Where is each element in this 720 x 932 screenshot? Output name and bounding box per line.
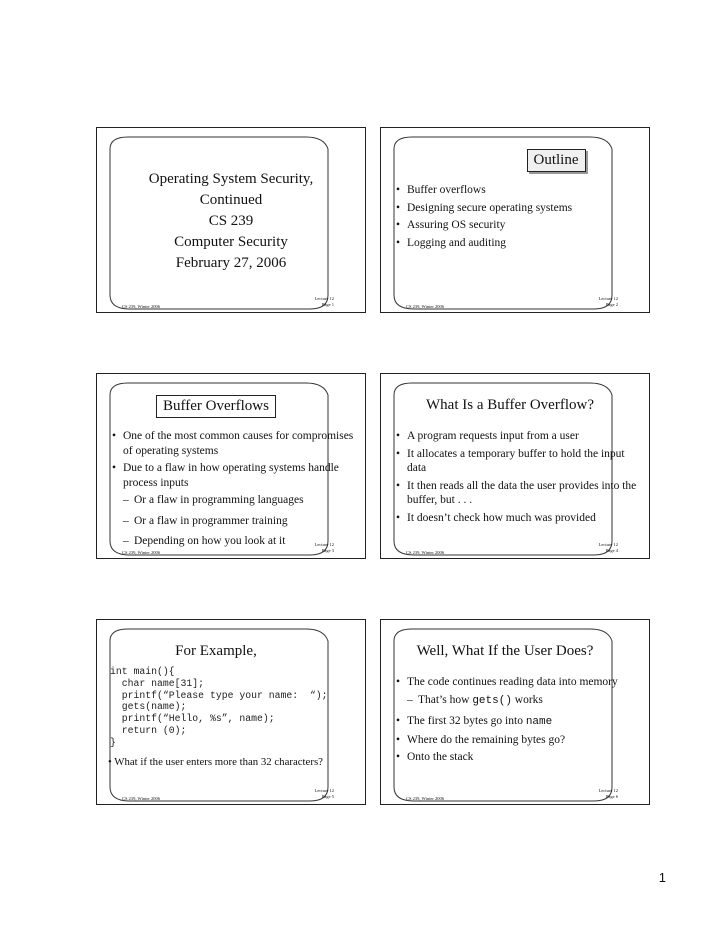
title-line: Continued	[199, 192, 263, 208]
page-label: Page 3	[321, 547, 334, 553]
lecture-label: Lecture 12	[314, 296, 334, 301]
title-line: CS 239	[208, 213, 254, 229]
slide-5	[96, 619, 366, 805]
bullet-item	[394, 714, 642, 730]
bullet-item: • It then reads all the data the user provides into the buffer, but . . .	[394, 479, 642, 508]
slide-title: What Is a Buffer Overflow?	[426, 397, 594, 413]
lecture-label: Lecture 12	[598, 788, 618, 793]
bullet-item: • Designing secure operating systems	[394, 201, 642, 216]
slide-footer-left: CS 239, Winter 2006	[122, 304, 160, 309]
slide-footer-right	[599, 542, 618, 553]
code-block: int main(){ char name[31]; printf(“Please type your name: “); gets(name); printf(“Hello, %s”, name); return (0); }	[110, 666, 328, 748]
outline-title: Outline	[527, 149, 586, 172]
slide-footer-right	[599, 296, 618, 307]
code-segment: gets()	[472, 694, 512, 707]
bullet-item: • It doesn’t check how much was provided	[394, 511, 642, 526]
page-label: Page 1	[321, 301, 334, 307]
sub-bullet-item: – Depending on how you look at it	[110, 534, 358, 549]
sub-bullet-item: – Or a flaw in programmer training	[110, 514, 358, 529]
boxed-title: Buffer Overflows	[156, 395, 276, 418]
text-segment: The first 32 bytes go into	[407, 715, 526, 727]
title-line: Operating System Security,	[148, 171, 314, 187]
bullet-item: • Onto the stack	[394, 750, 642, 765]
slide-2	[380, 127, 650, 313]
sub-bullet-item: – Or a flaw in programming languages	[110, 493, 358, 508]
slide-title	[476, 149, 636, 172]
lecture-label: Lecture 12	[314, 542, 334, 547]
page-label: Page 2	[605, 301, 618, 307]
slide-title	[96, 395, 336, 418]
slide-footer-left: CS 239, Winter 2006	[122, 550, 160, 555]
bullet-item: • Assuring OS security	[394, 218, 642, 233]
bullet-item: • Buffer overflows	[394, 183, 642, 198]
slide-footer-right	[315, 542, 334, 553]
text-segment: works	[511, 693, 543, 706]
slide-title: Well, What If the User Does?	[416, 643, 594, 659]
slide-6	[380, 619, 650, 805]
question-text: What if the user enters more than 32 characters?	[114, 756, 323, 768]
page-label: Page 4	[605, 547, 618, 553]
bullet-item: • Logging and auditing	[394, 236, 642, 251]
slide-title	[96, 169, 366, 274]
page-label: Page 5	[321, 793, 334, 799]
bullet-item: • It allocates a temporary buffer to hold the input data	[394, 447, 642, 476]
bullet-item: • A program requests input from a user	[394, 429, 642, 444]
question-note: • What if the user enters more than 32 characters?	[108, 756, 323, 768]
slide-footer-left: CS 239, Winter 2006	[406, 304, 444, 309]
slide-3	[96, 373, 366, 559]
slide-4	[380, 373, 650, 559]
slide-title: For Example,	[175, 643, 257, 659]
code-segment: name	[525, 716, 553, 728]
slide-footer-left: CS 239, Winter 2006	[406, 550, 444, 555]
text-segment: That’s how	[418, 693, 473, 706]
page-label: Page 6	[605, 793, 618, 799]
bullet-item: • Where do the remaining bytes go?	[394, 733, 642, 748]
slide-footer-right	[315, 296, 334, 307]
bullet-list	[394, 675, 642, 768]
page-number: 1	[658, 870, 666, 885]
bullet-list	[394, 183, 642, 253]
slide-footer-left: CS 239, Winter 2006	[122, 796, 160, 801]
bullet-item: • One of the most common causes for compromises of operating systems	[110, 429, 358, 458]
bullet-list	[394, 429, 642, 528]
slide-1	[96, 127, 366, 313]
bullet-item: • The code continues reading data into memory	[394, 675, 642, 690]
slide-footer-right	[315, 788, 334, 799]
lecture-label: Lecture 12	[598, 542, 618, 547]
bullet-item: • Due to a flaw in how operating systems handle process inputs	[110, 461, 358, 490]
sub-bullet-item	[394, 693, 642, 709]
bullet-list	[110, 429, 358, 555]
lecture-label: Lecture 12	[314, 788, 334, 793]
slide-footer-right	[599, 788, 618, 799]
title-line: February 27, 2006	[175, 255, 287, 271]
lecture-label: Lecture 12	[598, 296, 618, 301]
title-line: Computer Security	[174, 234, 288, 250]
slide-footer-left: CS 239, Winter 2006	[406, 796, 444, 801]
